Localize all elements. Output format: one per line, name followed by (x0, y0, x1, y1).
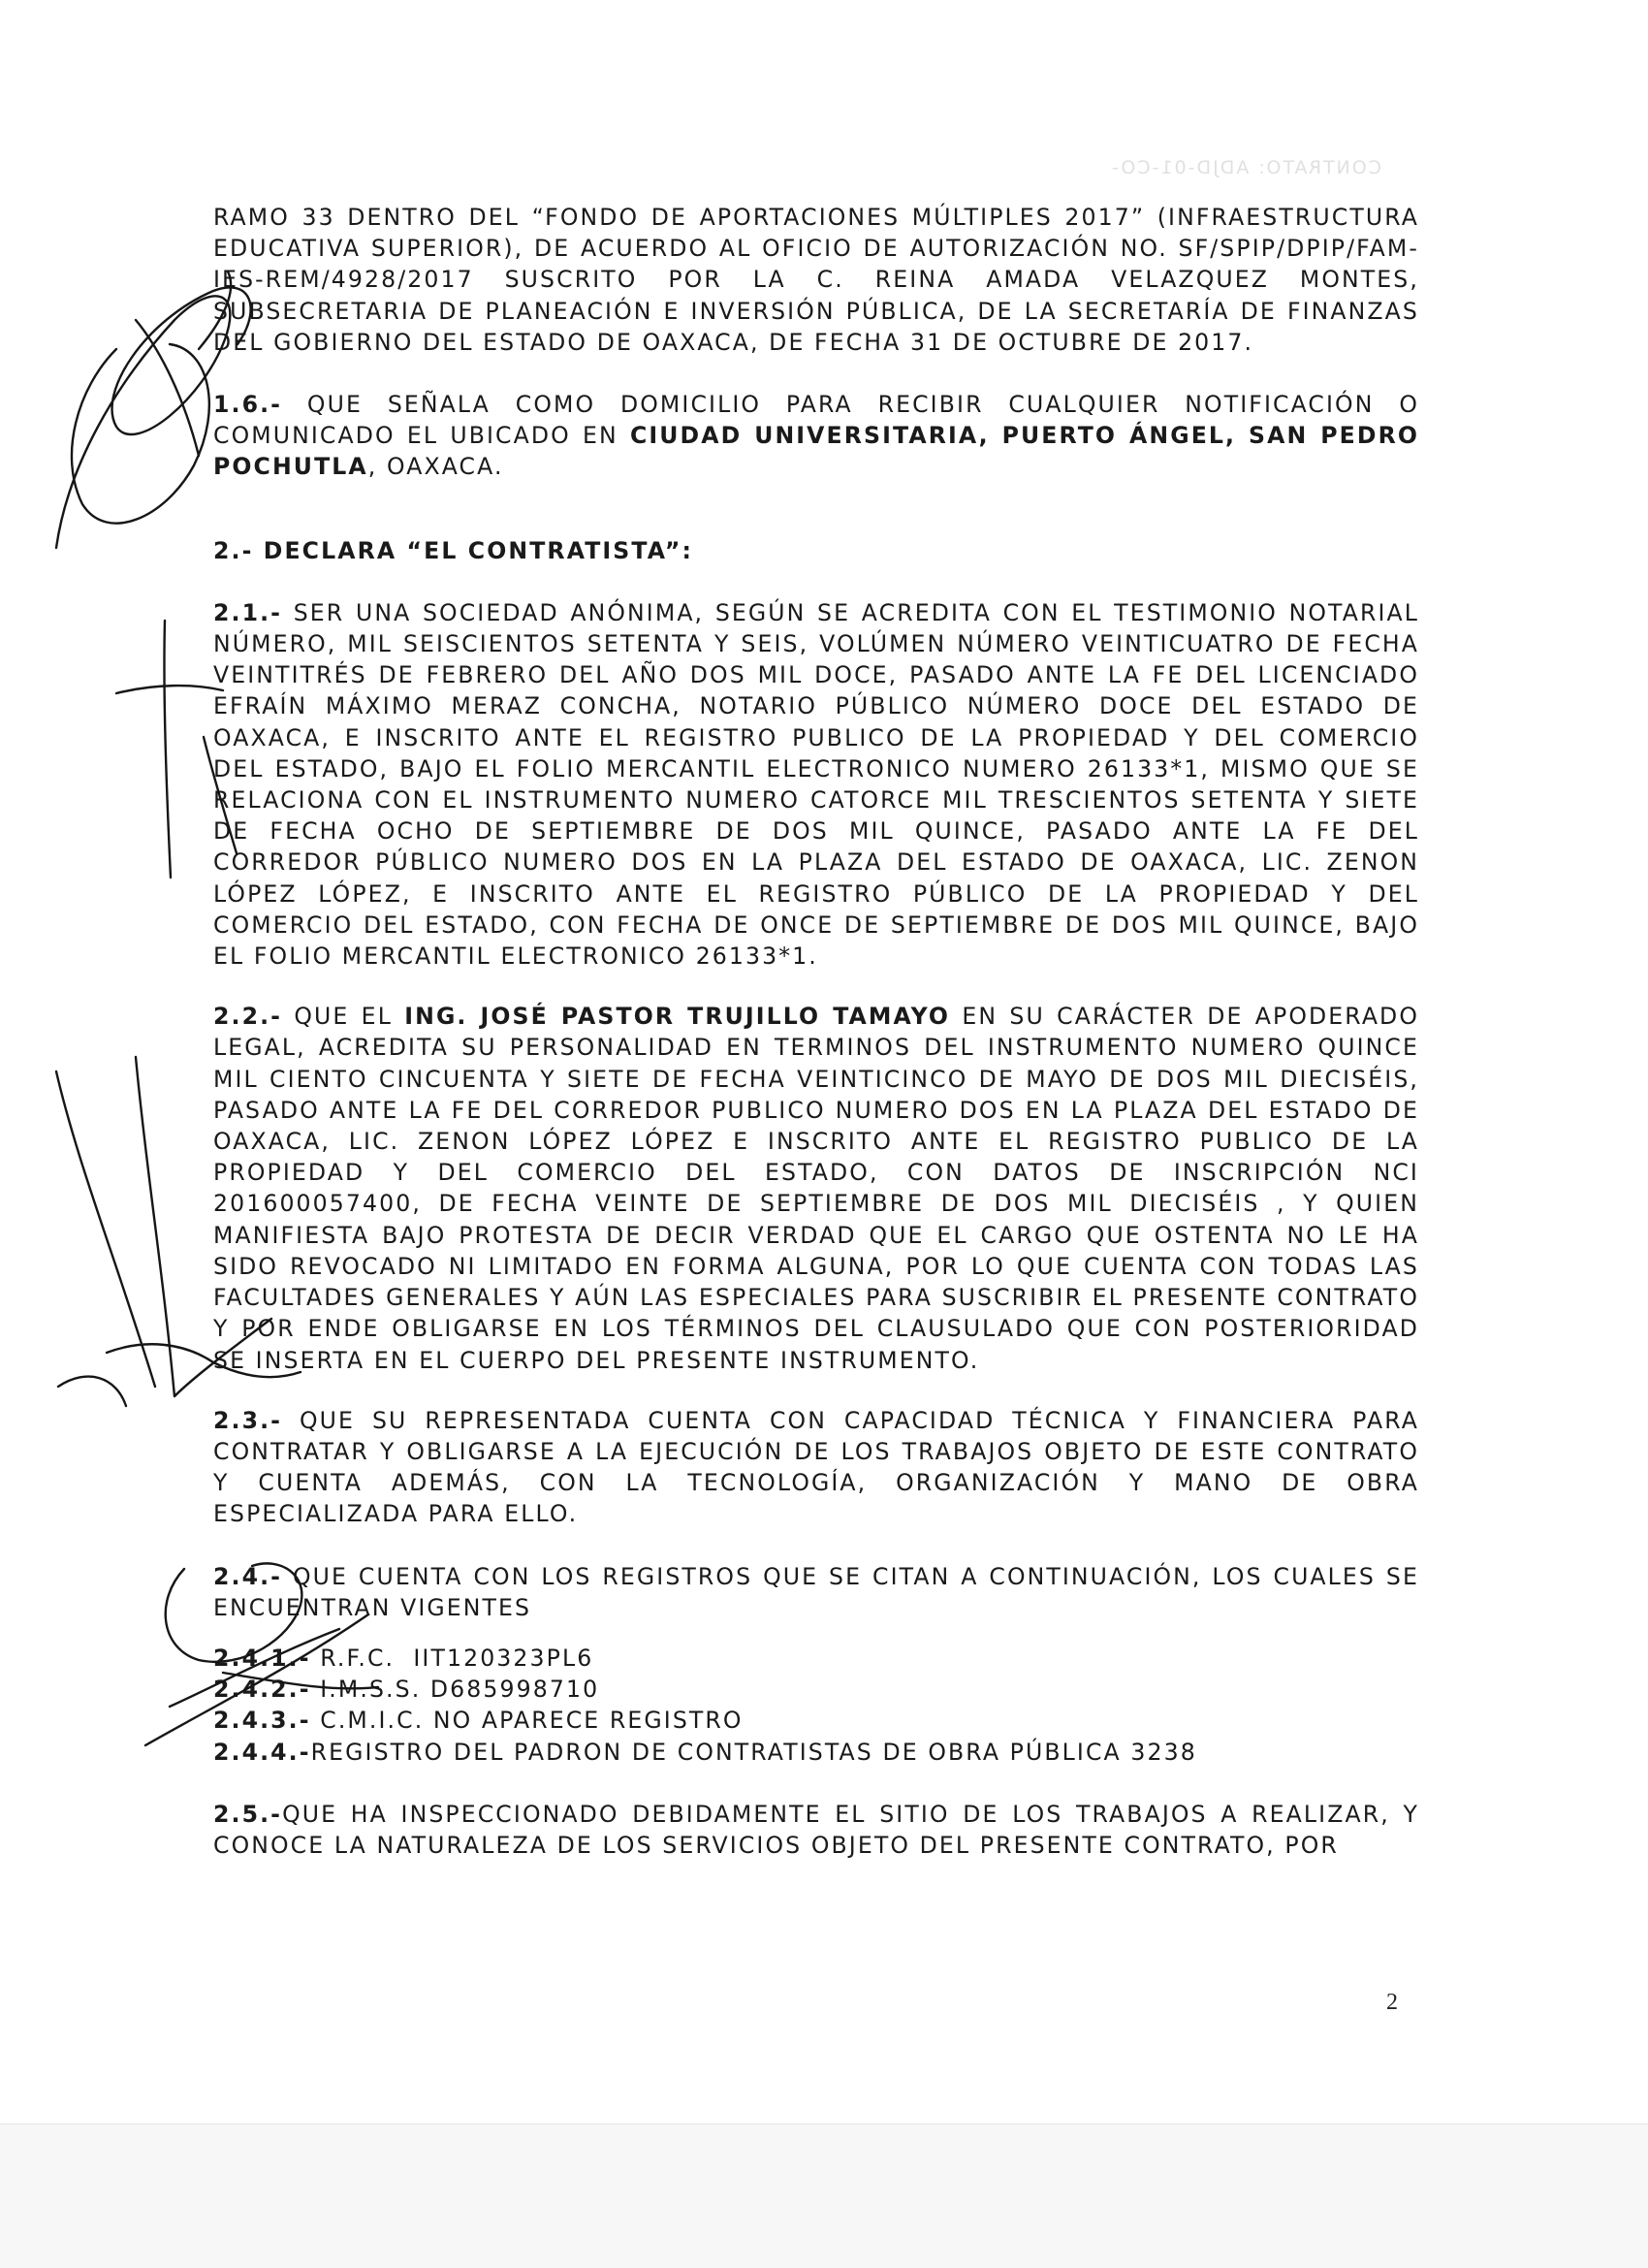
list-item-2-4-4: 2.4.4.-REGISTRO DEL PADRON DE CONTRATISTAS DE OBRA PÚBLICA 3238 (213, 1738, 1197, 1766)
paragraph-2-2: 2.2.- QUE EL ING. JOSÉ PASTOR TRUJILLO TAMAYO EN SU CARÁCTER DE APODERADO LEGAL, ACREDITA SU PERSONALIDAD EN TERMINOS DEL INSTRUMENTO NUMERO QUINCE MIL CIENTO CINCUENTA Y SIETE DE FECHA VEINTICINCO DE MAYO DE DOS MIL DIECISÉIS, PASADO ANTE LA FE DEL CORREDOR PUBLICO NUMERO DOS EN LA PLAZA DEL ESTADO DE OAXACA, LIC. ZENON LÓPEZ LÓPEZ E INSCRITO ANTE EL REGISTRO PUBLICO DE LA PROPIEDAD Y DEL COMERCIO DEL ESTADO, CON DATOS DE INSCRIPCIÓN NCI 201600057400, DE FECHA VEINTE DE SEPTIEMBRE DE DOS MIL DIECISÉIS , Y QUIEN MANIFIESTA BAJO PROTESTA DE DECIR VERDAD QUE EL CARGO QUE OSTENTA NO LE HA SIDO REVOCADO NI LIMITADO EN FORMA ALGUNA, POR LO QUE CUENTA CON TODAS LAS FACULTADES GENERALES Y AÚN LAS ESPECIALES PARA SUSCRIBIR EL PRESENTE CONTRATO Y POR ENDE OBLIGARSE EN LOS TÉRMINOS DEL CLAUSULADO QUE CON POSTERIORIDAD SE INSERTA EN EL CUERPO DEL PRESENTE INSTRUMENTO. (213, 1003, 1419, 1374)
signature-tail-top (136, 320, 199, 456)
paragraph-2-4: 2.4.- QUE CUENTA CON LOS REGISTROS QUE SE CITAN A CONTINUACIÓN, LOS CUALES SE ENCUENTRAN VIGENTES (213, 1562, 1419, 1621)
paragraph-2-3: 2.3.- QUE SU REPRESENTADA CUENTA CON CAPACIDAD TÉCNICA Y FINANCIERA PARA CONTRATAR Y OBLIGARSE A LA EJECUCIÓN DE LOS TRABAJOS OBJETO DE ESTE CONTRATO Y CUENTA ADEMÁS, CON LA TECNOLOGÍA, ORGANIZACIÓN Y MANO DE OBRA ESPECIALIZADA PARA ELLO. (213, 1406, 1419, 1528)
paragraph-2-1: 2.1.- SER UNA SOCIEDAD ANÓNIMA, SEGÚN SE ACREDITA CON EL TESTIMONIO NOTARIAL NÚMERO, MIL SEISCIENTOS SETENTA Y SEIS, VOLÚMEN NÚMERO VEINTICUATRO DE FECHA VEINTITRÉS DE FEBRERO DEL AÑO DOS MIL DOCE, PASADO ANTE LA FE DEL LICENCIADO EFRAÍN MÁXIMO MERAZ CONCHA, NOTARIO PÚBLICO NÚMERO DOCE DEL ESTADO DE OAXACA, E INSCRITO ANTE EL REGISTRO PUBLICO DE LA PROPIEDAD Y DEL COMERCIO DEL ESTADO, BAJO EL FOLIO MERCANTIL ELECTRONICO NUMERO 26133*1, MISMO QUE SE RELACIONA CON EL INSTRUMENTO NUMERO CATORCE MIL TRESCIENTOS SETENTA Y SIETE DE FECHA OCHO DE SEPTIEMBRE DE DOS MIL QUINCE, PASADO ANTE LA FE DEL CORREDOR PÚBLICO NUMERO DOS EN LA PLAZA DEL ESTADO DE OAXACA, LIC. ZENON LÓPEZ LÓPEZ, E INSCRITO ANTE EL REGISTRO PÚBLICO DE LA PROPIEDAD Y DEL COMERCIO DEL ESTADO, CON FECHA DE ONCE DE SEPTIEMBRE DE DOS MIL QUINCE, BAJO EL FOLIO MERCANTIL ELECTRONICO 26133*1. (213, 598, 1419, 971)
list-item-2-4-1: 2.4.1.- R.F.C. IIT120323PL6 (213, 1644, 594, 1672)
page-number: 2 (1386, 1990, 1398, 2015)
document-body (213, 202, 1419, 1861)
paragraph-1-6-domicile: 1.6.- QUE SEÑALA COMO DOMICILIO PARA RECIBIR CUALQUIER NOTIFICACIÓN O COMUNICADO EL UBICADO EN CIUDAD UNIVERSITARIA, PUERTO ÁNGEL, SAN PEDRO POCHUTLA, OAXACA. (213, 391, 1419, 481)
signature-loop-top (72, 344, 209, 524)
paragraph-funding: RAMO 33 DENTRO DEL “FONDO DE APORTACIONES MÚLTIPLES 2017” (INFRAESTRUCTURA EDUCATIVA SUPERIOR), DE ACUERDO AL OFICIO DE AUTORIZACIÓN NO. SF/SPIP/DPIP/FAM-IES-REM/4928/2017 SUSCRITO POR LA C. REINA AMADA VELAZQUEZ MONTES, SUBSECRETARIA DE PLANEACIÓN E INVERSIÓN PÚBLICA, DE LA SECRETARÍA DE FINANZAS DEL GOBIERNO DEL ESTADO DE OAXACA, DE FECHA 31 DE OCTUBRE DE 2017. (213, 204, 1419, 356)
signature-hook-lower (58, 1377, 126, 1406)
list-item-2-4-2: 2.4.2.- I.M.S.S. D685998710 (213, 1676, 600, 1704)
signature-cross-mid (116, 686, 223, 693)
paragraph-2-5: 2.5.-QUE HA INSPECCIONADO DEBIDAMENTE EL SITIO DE LOS TRABAJOS A REALIZAR, Y CONOCE LA NATURALEZA DE LOS SERVICIOS OBJETO DEL PRESENTE CONTRATO, POR (213, 1800, 1419, 1859)
section-heading-2: 2.- DECLARA “EL CONTRATISTA”: (213, 536, 694, 564)
list-item-2-4-3: 2.4.3.- C.M.I.C. NO APARECE REGISTRO (213, 1707, 744, 1735)
signature-long-lower (56, 1071, 155, 1387)
scan-bottom-margin (0, 2124, 1648, 2268)
registry-list (213, 1643, 1419, 1768)
bleed-through-header: CONTRATO: ADJD-01-CO- (1110, 157, 1382, 178)
signature-stroke-mid (164, 621, 171, 878)
